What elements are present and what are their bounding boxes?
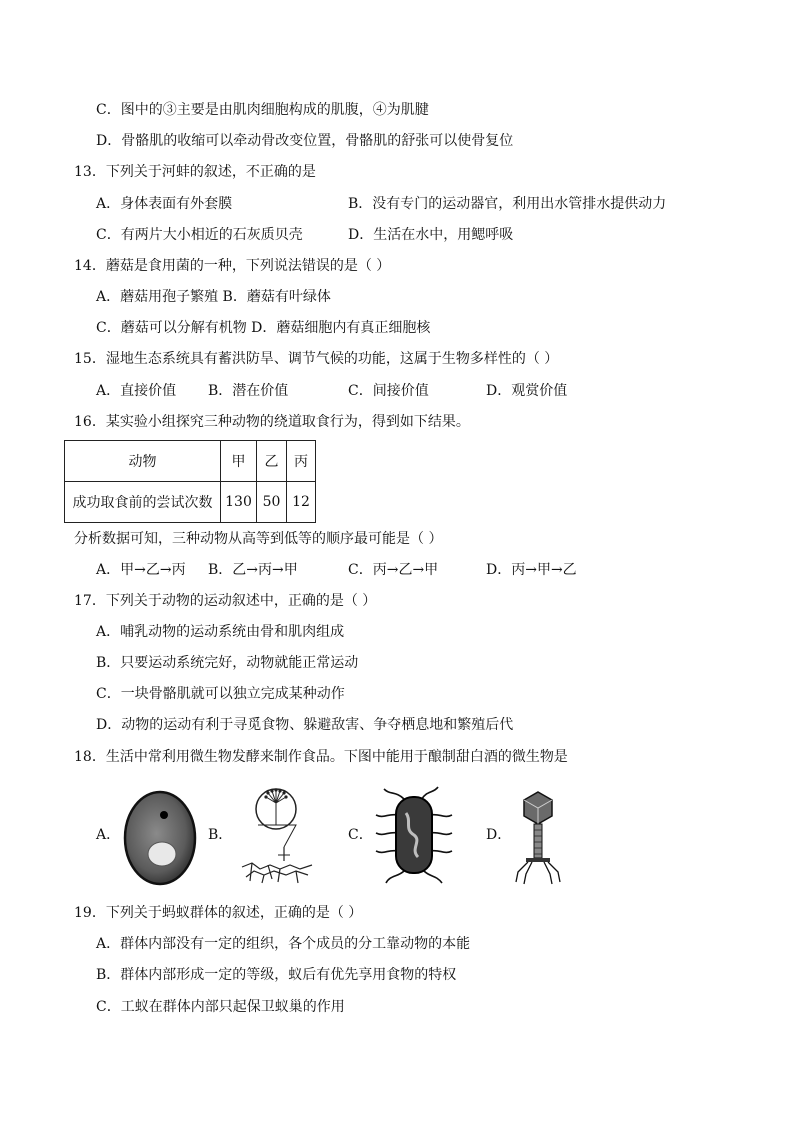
table-cell: 乙 (257, 441, 287, 482)
q18-label-b: B． (208, 827, 233, 843)
q15-option-c: C．间接价值 (348, 383, 429, 399)
q17-option-d: D．动物的运动有利于寻觅食物、躲避敌害、争夺栖息地和繁殖后代 (96, 717, 514, 733)
table-row (65, 482, 316, 523)
q19-option-c: C．工蚁在群体内部只起保卫蚁巢的作用 (96, 999, 345, 1015)
q16-analysis: 分析数据可知，三种动物从高等到低等的顺序最可能是（ ） (74, 531, 443, 547)
bacteriophage-icon (508, 786, 568, 886)
q14-options-cd: C．蘑菇可以分解有机物 D．蘑菇细胞内有真正细胞核 (96, 320, 431, 336)
q19-option-a: A．群体内部没有一定的组织，各个成员的分工靠动物的本能 (96, 936, 471, 952)
mold-hyphae-icon (238, 785, 318, 885)
q14-options-ab: A．蘑菇用孢子繁殖 B．蘑菇有叶绿体 (96, 289, 331, 305)
q17-option-a: A．哺乳动物的运动系统由骨和肌肉组成 (96, 624, 345, 640)
q13-option-a: A．身体表面有外套膜 (96, 196, 233, 212)
q17-option-b: B．只要运动系统完好，动物就能正常运动 (96, 655, 359, 671)
q13-option-b: B．没有专门的运动器官，利用出水管排水提供动力 (348, 196, 667, 212)
q16-stem: 16．某实验小组探究三种动物的绕道取食行为，得到如下结果。 (74, 414, 470, 430)
q16-option-d: D．丙→甲→乙 (486, 562, 577, 578)
q19-stem: 19．下列关于蚂蚁群体的叙述，正确的是（ ） (74, 905, 363, 921)
bacterium-icon (374, 785, 454, 885)
table-cell: 50 (257, 482, 287, 523)
q17-option-c: C．一块骨骼肌就可以独立完成某种动作 (96, 686, 345, 702)
q14-stem: 14．蘑菇是食用菌的一种，下列说法错误的是（ ） (74, 258, 391, 274)
yeast-cell-icon (120, 788, 200, 888)
q18-label-d: D． (486, 827, 512, 843)
q15-option-b: B．潜在价值 (208, 383, 289, 399)
table-header-row (65, 441, 316, 482)
q13-option-d: D．生活在水中，用鳃呼吸 (348, 227, 514, 243)
q18-label-c: C． (348, 827, 373, 843)
q16-results-table (64, 440, 316, 523)
table-cell: 12 (287, 482, 316, 523)
q18-label-a: A． (96, 827, 121, 843)
q17-stem: 17．下列关于动物的运动叙述中，正确的是（ ） (74, 593, 377, 609)
q16-option-b: B．乙→丙→甲 (208, 562, 298, 578)
table-cell: 成功取食前的尝试次数 (65, 482, 221, 523)
table-cell: 动物 (65, 441, 221, 482)
table-cell: 丙 (287, 441, 316, 482)
q15-stem: 15．湿地生态系统具有蓄洪防旱、调节气候的功能，这属于生物多样性的（ ） (74, 351, 559, 367)
q12-option-c: C．图中的③主要是由肌肉细胞构成的肌腹，④为肌腱 (96, 102, 429, 118)
q19-option-b: B．群体内部形成一定的等级，蚁后有优先享用食物的特权 (96, 967, 457, 983)
table-cell: 130 (221, 482, 257, 523)
q15-option-d: D．观赏价值 (486, 383, 568, 399)
q13-stem: 13．下列关于河蚌的叙述，不正确的是 (74, 164, 316, 180)
q15-option-a: A．直接价值 (96, 383, 177, 399)
q16-option-c: C．丙→乙→甲 (348, 562, 439, 578)
table-cell: 甲 (221, 441, 257, 482)
q16-option-a: A．甲→乙→丙 (96, 562, 186, 578)
q18-stem: 18．生活中常利用微生物发酵来制作食品。下图中能用于酿制甜白酒的微生物是 (74, 749, 568, 765)
q13-option-c: C．有两片大小相近的石灰质贝壳 (96, 227, 303, 243)
q12-option-d: D．骨骼肌的收缩可以牵动骨改变位置，骨骼肌的舒张可以使骨复位 (96, 133, 514, 149)
